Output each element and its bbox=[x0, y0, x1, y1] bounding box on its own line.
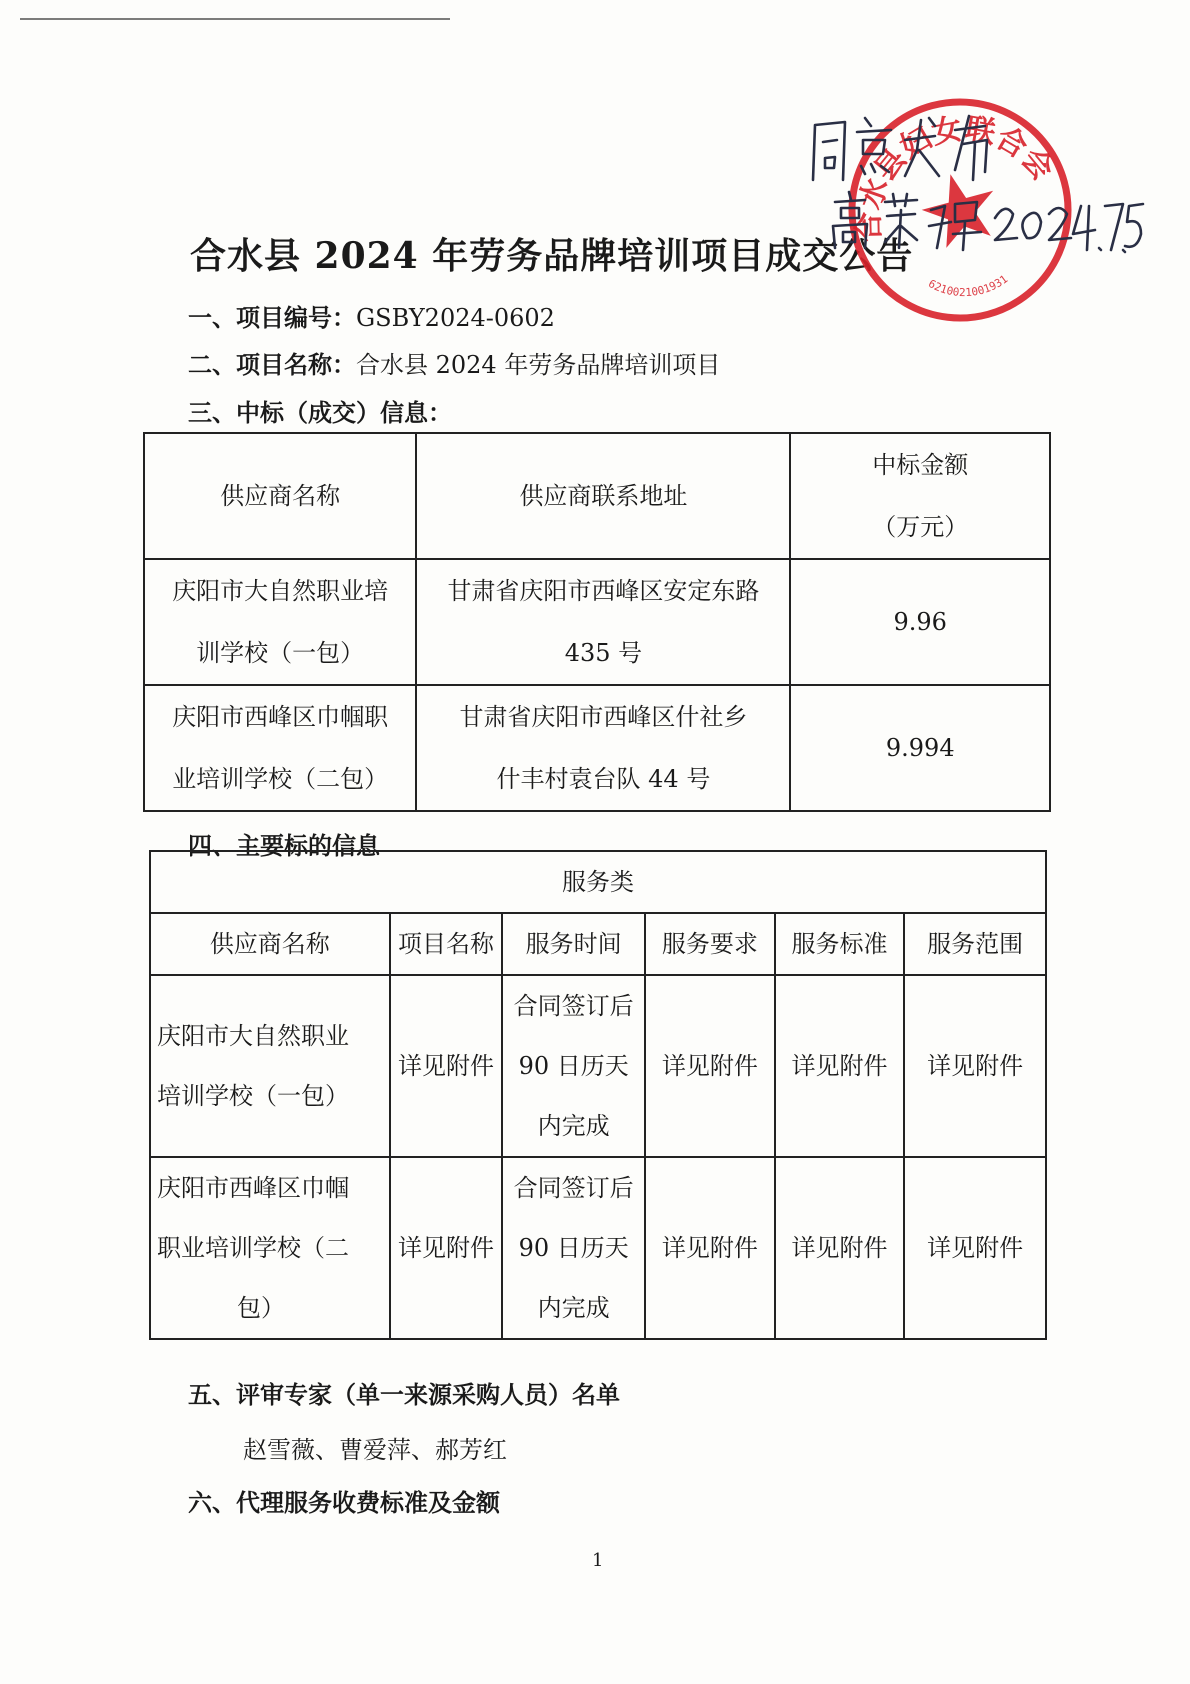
section-award-info: 三、中标（成交）信息： bbox=[188, 398, 452, 427]
page-title: 合水县 2024 年劳务品牌培训项目成交公告 bbox=[190, 235, 914, 277]
section-project-number: 一、项目编号：GSBY2024-0602 bbox=[188, 303, 555, 332]
header-supplier-name: 供应商名称 bbox=[150, 913, 390, 975]
expert-names: 赵雪薇、曹爱萍、郝芳红 bbox=[243, 1436, 507, 1464]
table-header-row bbox=[144, 433, 1050, 559]
service-standard: 详见附件 bbox=[775, 975, 905, 1157]
service-requirement: 详见附件 bbox=[645, 1157, 775, 1339]
service-standard: 详见附件 bbox=[775, 1157, 905, 1339]
project-name: 详见附件 bbox=[390, 975, 503, 1157]
service-scope: 详见附件 bbox=[904, 975, 1046, 1157]
section-experts: 五、评审专家（单一来源采购人员）名单 bbox=[188, 1380, 620, 1409]
section-project-name: 二、项目名称：合水县 2024 年劳务品牌培训项目 bbox=[188, 350, 721, 379]
header-award-amount: 中标金额 （万元） bbox=[790, 433, 1050, 559]
header-service-requirement: 服务要求 bbox=[645, 913, 775, 975]
table-header-row bbox=[150, 913, 1046, 975]
supplier-address: 甘肃省庆阳市西峰区什社乡 什丰村袁台队 44 号 bbox=[416, 685, 790, 811]
table-row bbox=[144, 685, 1050, 811]
section-agency-fee: 六、代理服务收费标准及金额 bbox=[188, 1488, 500, 1517]
header-service-standard: 服务标准 bbox=[775, 913, 905, 975]
service-time: 合同签订后 90 日历天 内完成 bbox=[502, 975, 645, 1157]
table-row bbox=[150, 1157, 1046, 1339]
supplier-name: 庆阳市西峰区巾帼 职业培训学校（二 包） bbox=[150, 1157, 390, 1339]
service-caption: 服务类 bbox=[150, 851, 1046, 913]
award-table bbox=[143, 432, 1051, 812]
seal-text: 合水县妇女联合会 bbox=[851, 111, 1060, 243]
service-time: 合同签订后 90 日历天 内完成 bbox=[502, 1157, 645, 1339]
table-row bbox=[150, 975, 1046, 1157]
table-caption-row bbox=[150, 851, 1046, 913]
seal-code: 6210021001931 bbox=[926, 272, 1011, 300]
header-supplier-name: 供应商名称 bbox=[144, 433, 416, 559]
section-main-subject: 四、主要标的信息 bbox=[188, 831, 380, 860]
header-project-name: 项目名称 bbox=[390, 913, 503, 975]
service-scope: 详见附件 bbox=[904, 1157, 1046, 1339]
header-service-scope: 服务范围 bbox=[904, 913, 1046, 975]
scan-edge bbox=[20, 18, 450, 20]
service-requirement: 详见附件 bbox=[645, 975, 775, 1157]
service-table bbox=[149, 850, 1047, 1340]
supplier-name: 庆阳市西峰区巾帼职 业培训学校（二包） bbox=[144, 685, 416, 811]
table-row bbox=[144, 559, 1050, 685]
header-supplier-address: 供应商联系地址 bbox=[416, 433, 790, 559]
supplier-name: 庆阳市大自然职业培 训学校（一包） bbox=[144, 559, 416, 685]
supplier-name: 庆阳市大自然职业 培训学校（一包） bbox=[150, 975, 390, 1157]
award-amount: 9.96 bbox=[790, 559, 1050, 685]
project-name: 详见附件 bbox=[390, 1157, 503, 1339]
award-amount: 9.994 bbox=[790, 685, 1050, 811]
page-number: 1 bbox=[592, 1550, 604, 1571]
supplier-address: 甘肃省庆阳市西峰区安定东路 435 号 bbox=[416, 559, 790, 685]
handwritten-approval-signature bbox=[805, 110, 1145, 270]
header-service-time: 服务时间 bbox=[502, 913, 645, 975]
